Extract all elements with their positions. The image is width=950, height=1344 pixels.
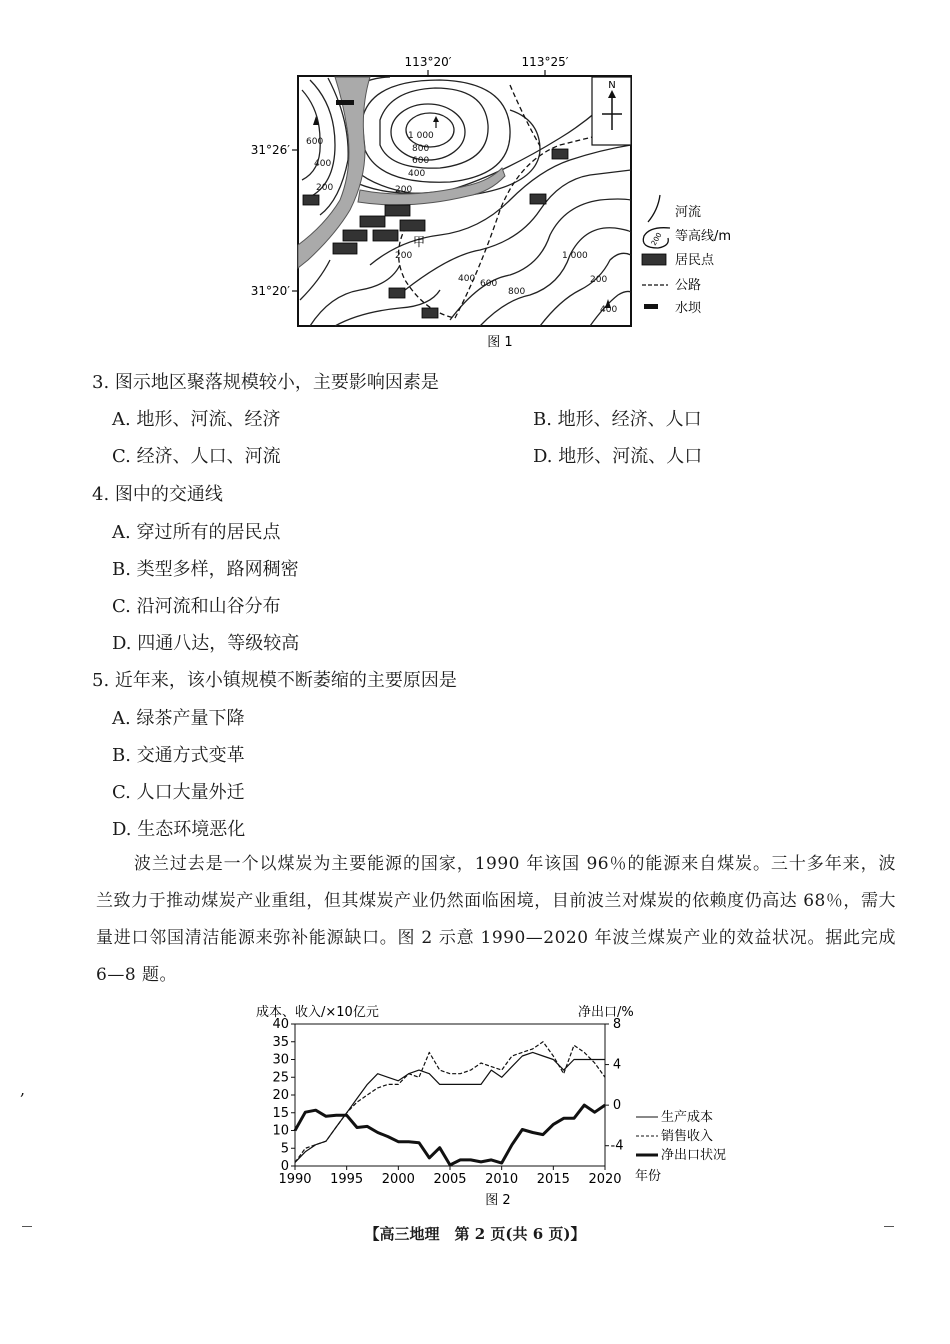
q5-option-b: B. 交通方式变革 <box>112 745 245 766</box>
y-tick-label: 15 <box>272 1105 289 1121</box>
contour-label: 600 <box>412 156 430 166</box>
map-legend <box>642 195 731 316</box>
legend-road: 公路 <box>675 278 702 293</box>
x-tick-label: 2010 <box>485 1172 519 1187</box>
production-cost-line <box>295 1052 605 1162</box>
q4-option-b: B. 类型多样，路网稠密 <box>112 559 299 580</box>
y-tick-label: 10 <box>272 1123 289 1139</box>
dam <box>336 100 354 105</box>
contour-label: 1 000 <box>562 251 588 261</box>
x-tick-label: 1990 <box>278 1172 312 1187</box>
contour-label: 600 <box>480 279 498 289</box>
y2-axis-label: 净出口/% <box>578 1005 634 1020</box>
lat-label-1: 31°26′ <box>250 143 290 157</box>
x-tick-label: 2005 <box>433 1172 467 1187</box>
lon-label-1: 113°20′ <box>404 55 452 69</box>
figure1-caption: 图 1 <box>487 335 513 350</box>
legend-settlement: 居民点 <box>675 253 715 268</box>
contour-label: 800 <box>508 287 526 297</box>
north-label: N <box>608 80 616 91</box>
margin-mark-left <box>22 1226 32 1227</box>
legend-cost: 生产成本 <box>661 1110 714 1125</box>
legend-netexport: 净出口状况 <box>661 1148 727 1163</box>
x-tick-label: 2000 <box>381 1172 415 1187</box>
x-axis-label: 年份 <box>635 1169 662 1184</box>
passage-text: 波兰过去是一个以煤炭为主要能源的国家，1990 年该国 96％的能源来自煤炭。三十多年来，波兰致力于推动煤炭产业重组，但其煤炭产业仍然面临困境，目前波兰对煤炭的依赖度仍高达 68％，需大量进口邻国清洁能源来弥补能源缺口。图 2 示意 1990—2020 年波兰煤炭产业的效益状况。据此完成 6—8 题。 <box>96 854 896 985</box>
contour-label: 1 000 <box>408 131 434 141</box>
stray-mark: , <box>20 1080 26 1099</box>
q5-stem: 5. 近年来，该小镇规模不断萎缩的主要原因是 <box>92 670 457 691</box>
legend-contour: 等高线/m <box>675 229 732 244</box>
legend-river-icon <box>648 195 660 222</box>
q3-option-d: D. 地形、河流、人口 <box>533 446 703 467</box>
y-axis-label: 成本、收入/×10亿元 <box>256 1005 379 1020</box>
y-tick-label: 25 <box>272 1070 289 1086</box>
lat-label-2: 31°20′ <box>250 284 290 298</box>
q3-option-b: B. 地形、经济、人口 <box>533 409 702 430</box>
y-tick-label: 20 <box>272 1088 289 1103</box>
y-tick-label: 40 <box>272 1017 289 1032</box>
margin-mark-right <box>884 1226 894 1227</box>
q5-option-d: D. 生态环境恶化 <box>112 819 246 840</box>
series-layer <box>295 1042 605 1165</box>
legend-dam-icon <box>644 304 658 309</box>
y2-tick-label: 8 <box>612 1017 622 1032</box>
q4-stem: 4. 图中的交通线 <box>92 484 223 505</box>
legend-revenue: 销售收入 <box>661 1129 714 1144</box>
y2-tick-label: 4 <box>612 1057 622 1073</box>
figure2-caption: 图 2 <box>485 1193 511 1208</box>
y-tick-label: 0 <box>280 1159 289 1174</box>
net-export-line <box>295 1105 605 1165</box>
contour-label: 600 <box>306 137 324 147</box>
q5-option-c: C. 人口大量外迁 <box>112 782 245 803</box>
q3-option-c: C. 经济、人口、河流 <box>112 446 281 467</box>
q3-option-a: A. 地形、河流、经济 <box>112 409 281 430</box>
x-ticks <box>278 1166 621 1187</box>
topographic-map <box>240 50 760 350</box>
contour-label: 400 <box>314 159 332 169</box>
passage <box>96 846 896 994</box>
q4-option-d: D. 四通八达，等级较高 <box>112 633 300 654</box>
y-ticks <box>272 1017 295 1174</box>
contour-label: 400 <box>458 274 476 284</box>
place-label-jia: 甲 <box>413 235 426 249</box>
chart-legend <box>636 1109 726 1163</box>
y-tick-label: 35 <box>272 1034 289 1050</box>
y-tick-label: 5 <box>280 1141 289 1157</box>
y2-tick-label: -4 <box>610 1138 624 1154</box>
y-tick-label: 30 <box>272 1052 289 1068</box>
x-tick-label: 2015 <box>536 1172 570 1187</box>
coal-industry-chart <box>240 1000 760 1212</box>
q5-option-a: A. 绿茶产量下降 <box>112 708 245 729</box>
legend-dam: 水坝 <box>675 301 702 316</box>
plot-frame <box>295 1024 605 1166</box>
q3-stem: 3. 图示地区聚落规模较小，主要影响因素是 <box>92 372 439 393</box>
figure-2 <box>240 1000 760 1212</box>
x-tick-label: 1995 <box>330 1172 364 1187</box>
y2-ticks <box>605 1017 623 1154</box>
legend-contour-value: 200 <box>649 231 664 247</box>
sales-revenue-line <box>295 1042 605 1163</box>
contour-label: 200 <box>316 183 334 193</box>
contour-label: 400 <box>600 305 618 315</box>
page-footer: 【高三地理 第 2 页(共 6 页)】 <box>364 1225 586 1243</box>
q4-option-c: C. 沿河流和山谷分布 <box>112 596 281 617</box>
q4-option-a: A. 穿过所有的居民点 <box>112 522 281 543</box>
contour-label: 200 <box>395 251 413 261</box>
contour-label: 400 <box>408 169 426 179</box>
figure-1 <box>240 50 760 350</box>
y2-tick-label: 0 <box>612 1098 622 1114</box>
legend-river: 河流 <box>675 205 702 220</box>
x-tick-label: 2020 <box>588 1172 622 1187</box>
contour-label: 200 <box>395 185 413 195</box>
contour-label: 800 <box>412 144 430 154</box>
contour-label: 200 <box>590 275 608 285</box>
legend-settlement-icon <box>642 254 666 265</box>
lon-label-2: 113°25′ <box>521 55 569 69</box>
